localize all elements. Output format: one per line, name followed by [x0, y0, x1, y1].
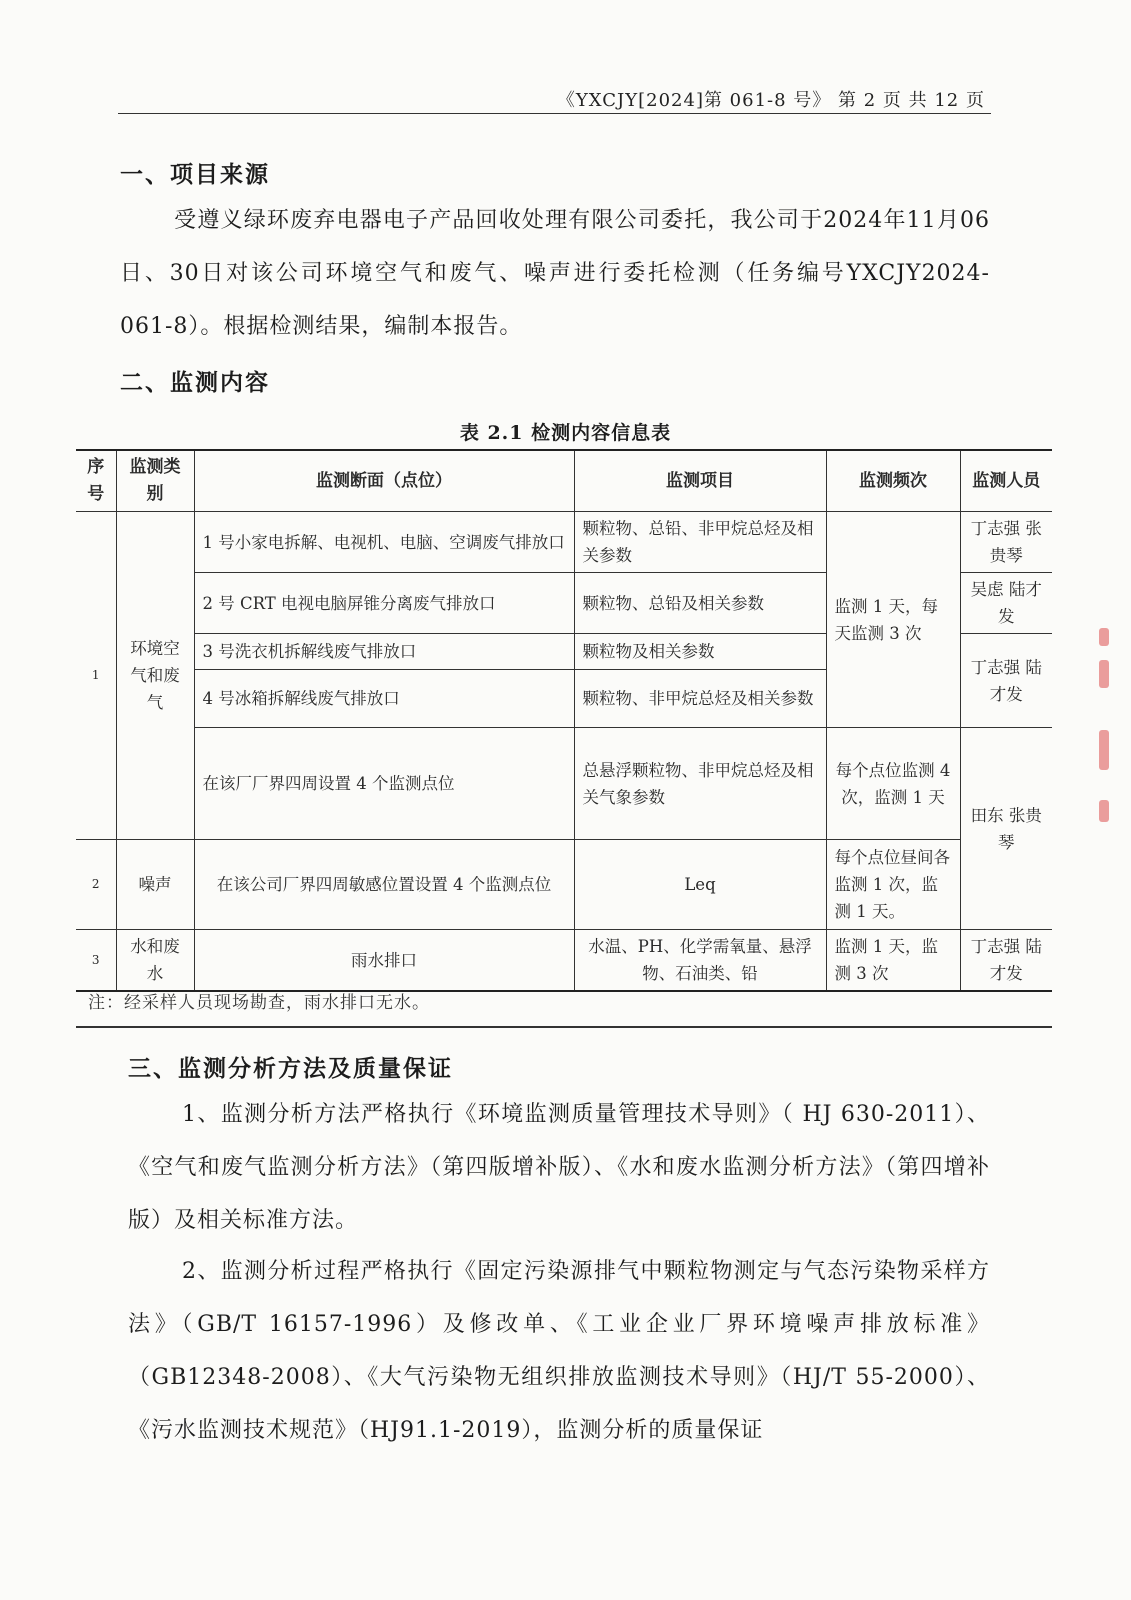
row-type: 环境空气和废气: [116, 512, 194, 840]
row-seq: 1: [76, 512, 116, 840]
row-items: 颗粒物及相关参数: [574, 634, 826, 670]
row-items: 总悬浮颗粒物、非甲烷总烃及相关气象参数: [574, 728, 826, 840]
header-seq: 序号: [76, 450, 116, 512]
table-row: [76, 728, 1052, 840]
seal-edge-mark: [1099, 660, 1109, 688]
table-note: 注：经采样人员现场勘查，雨水排口无水。: [88, 993, 430, 1013]
row-type: 水和废水: [116, 930, 194, 992]
row-section: 在该厂厂界四周设置 4 个监测点位: [194, 728, 574, 840]
row-personnel: 丁志强 张贵琴: [960, 512, 1052, 573]
row-items: Leq: [574, 840, 826, 930]
row-section: 4 号冰箱拆解线废气排放口: [194, 670, 574, 728]
table-row: [76, 512, 1052, 573]
table-row: [76, 840, 1052, 930]
row-items: 水温、PH、化学需氧量、悬浮物、石油类、铅: [574, 930, 826, 992]
row-items: 颗粒物、总铅及相关参数: [574, 573, 826, 634]
row-personnel: 丁志强 陆才发: [960, 634, 1052, 728]
section-2-title: 二、监测内容: [120, 369, 270, 396]
section-3-paragraph-1: 1、监测分析方法严格执行《环境监测质量管理技术导则》（ HJ 630-2011）、《空气和废气监测分析方法》（第四版增补版）、《水和废水监测分析方法》（第四增补版）及相关标准方法。: [128, 1102, 990, 1233]
row-type: 噪声: [116, 840, 194, 930]
row-section: 3 号洗衣机拆解线废气排放口: [194, 634, 574, 670]
section-1-title: 一、项目来源: [120, 161, 270, 188]
header-section: 监测断面（点位）: [194, 450, 574, 512]
row-personnel-shared: 田东 张贵琴: [960, 728, 1052, 930]
seal-edge-mark: [1099, 800, 1109, 822]
section-1-paragraph: 受遵义绿环废弃电器电子产品回收处理有限公司委托，我公司于2024年11月06日、30日对该公司环境空气和废气、噪声进行委托检测（任务编号YXCJY2024-061-8）。根据检测结果，编制本报告。: [120, 208, 990, 339]
row-section: 雨水排口: [194, 930, 574, 992]
row-section: 在该公司厂界四周敏感位置设置 4 个监测点位: [194, 840, 574, 930]
row-frequency: 每个点位昼间各监测 1 次，监测 1 天。: [826, 840, 960, 930]
row-frequency: 监测 1 天，监测 3 次: [826, 930, 960, 992]
header-frequency: 监测频次: [826, 450, 960, 512]
row-items: 颗粒物、总铅、非甲烷总烃及相关参数: [574, 512, 826, 573]
table-caption: 表 2.1 检测内容信息表: [459, 422, 672, 444]
monitoring-content-table: [76, 449, 1052, 992]
section-3-title: 三、监测分析方法及质量保证: [128, 1055, 453, 1082]
row-personnel: 丁志强 陆才发: [960, 930, 1052, 992]
header-doc-ref: 《YXCJY[2024]第 061-8 号》 第 2 页 共 12 页: [556, 90, 985, 111]
row-personnel: 吴虑 陆才发: [960, 573, 1052, 634]
note-divider: [76, 1026, 1052, 1028]
section-3-paragraph-2: 2、监测分析过程严格执行《固定污染源排气中颗粒物测定与气态污染物采样方法》（GB/T 16157-1996）及修改单、《工业企业厂界环境噪声排放标准》（GB12348-2008）、《大气污染物无组织排放监测技术导则》（HJ/T 55-2000）、《污水监测技术规范》（HJ91.1-2019），监测分析的质量保证: [128, 1259, 990, 1443]
row-seq: 2: [76, 840, 116, 930]
seal-edge-mark: [1099, 628, 1109, 646]
row-frequency: 监测 1 天，每天监测 3 次: [826, 512, 960, 728]
row-section: 1 号小家电拆解、电视机、电脑、空调废气排放口: [194, 512, 574, 573]
table-row: [76, 930, 1052, 992]
header-type: 监测类别: [116, 450, 194, 512]
row-items: 颗粒物、非甲烷总烃及相关参数: [574, 670, 826, 728]
seal-edge-mark: [1099, 730, 1109, 770]
header-divider: [118, 113, 991, 114]
row-frequency: 每个点位监测 4 次，监测 1 天: [826, 728, 960, 840]
row-section: 2 号 CRT 电视电脑屏锥分离废气排放口: [194, 573, 574, 634]
row-seq: 3: [76, 930, 116, 992]
header-items: 监测项目: [574, 450, 826, 512]
table-header-row: [76, 450, 1052, 512]
header-personnel: 监测人员: [960, 450, 1052, 512]
